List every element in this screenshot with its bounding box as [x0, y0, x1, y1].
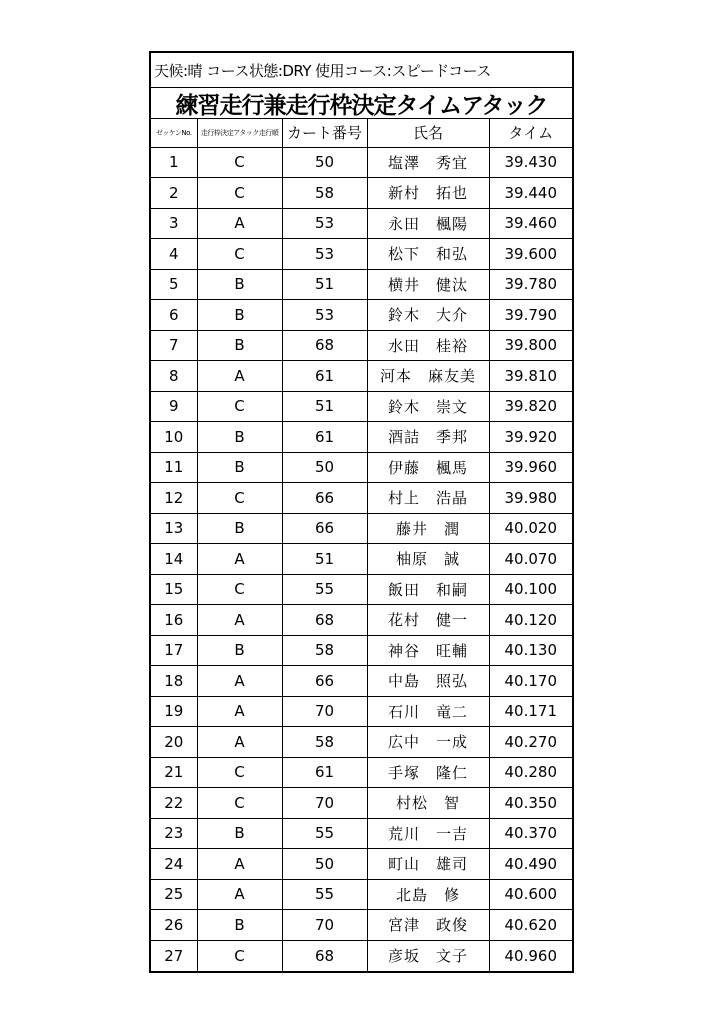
lap-time-cell: 39.810 — [489, 361, 572, 392]
bib-cell: 18 — [151, 666, 197, 697]
lap-time-cell: 40.020 — [489, 513, 572, 544]
table-row — [151, 422, 572, 453]
bib-cell: 13 — [151, 513, 197, 544]
driver-name-cell: 花村 健一 — [367, 605, 489, 636]
slot-cell: A — [197, 849, 282, 880]
bib-cell: 7 — [151, 330, 197, 361]
driver-name-cell: 新村 拓也 — [367, 178, 489, 209]
lap-time-cell: 40.280 — [489, 757, 572, 788]
table-row — [151, 452, 572, 483]
lap-time-cell: 40.130 — [489, 635, 572, 666]
kart-number-cell: 68 — [282, 940, 367, 971]
slot-cell: C — [197, 574, 282, 605]
kart-number-cell: 68 — [282, 605, 367, 636]
column-header-name: 氏名 — [367, 119, 489, 147]
table-row — [151, 574, 572, 605]
kart-number-cell: 51 — [282, 391, 367, 422]
kart-number-cell: 53 — [282, 300, 367, 331]
lap-time-cell: 39.780 — [489, 269, 572, 300]
kart-number-cell: 58 — [282, 635, 367, 666]
lap-time-cell: 39.800 — [489, 330, 572, 361]
lap-time-cell: 40.620 — [489, 910, 572, 941]
table-row — [151, 666, 572, 697]
table-row — [151, 239, 572, 270]
driver-name-cell: 藤井 潤 — [367, 513, 489, 544]
bib-cell: 1 — [151, 147, 197, 178]
kart-number-cell: 53 — [282, 208, 367, 239]
kart-number-cell: 70 — [282, 788, 367, 819]
driver-name-cell: 荒川 一吉 — [367, 818, 489, 849]
kart-number-cell: 70 — [282, 696, 367, 727]
slot-cell: C — [197, 788, 282, 819]
lap-time-cell: 39.440 — [489, 178, 572, 209]
bib-cell: 15 — [151, 574, 197, 605]
table-row — [151, 849, 572, 880]
slot-cell: C — [197, 147, 282, 178]
lap-time-cell: 39.430 — [489, 147, 572, 178]
lap-time-cell: 40.600 — [489, 879, 572, 910]
lap-time-cell: 39.920 — [489, 422, 572, 453]
driver-name-cell: 塩澤 秀宜 — [367, 147, 489, 178]
kart-number-cell: 66 — [282, 483, 367, 514]
bib-cell: 23 — [151, 818, 197, 849]
driver-name-cell: 北島 修 — [367, 879, 489, 910]
table-row — [151, 757, 572, 788]
kart-number-cell: 70 — [282, 910, 367, 941]
kart-number-cell: 66 — [282, 513, 367, 544]
slot-cell: B — [197, 635, 282, 666]
slot-cell: A — [197, 208, 282, 239]
slot-cell: B — [197, 330, 282, 361]
table-row — [151, 605, 572, 636]
driver-name-cell: 村上 浩晶 — [367, 483, 489, 514]
table-row — [151, 361, 572, 392]
lap-time-cell: 40.170 — [489, 666, 572, 697]
slot-cell: B — [197, 818, 282, 849]
lap-time-cell: 40.100 — [489, 574, 572, 605]
driver-name-cell: 彦坂 文子 — [367, 940, 489, 971]
table-row — [151, 879, 572, 910]
driver-name-cell: 飯田 和嗣 — [367, 574, 489, 605]
slot-cell: A — [197, 544, 282, 575]
slot-cell: C — [197, 940, 282, 971]
kart-number-cell: 51 — [282, 269, 367, 300]
slot-cell: B — [197, 452, 282, 483]
bib-cell: 5 — [151, 269, 197, 300]
driver-name-cell: 松下 和弘 — [367, 239, 489, 270]
bib-cell: 27 — [151, 940, 197, 971]
bib-cell: 21 — [151, 757, 197, 788]
driver-name-cell: 中島 照弘 — [367, 666, 489, 697]
lap-time-cell: 40.171 — [489, 696, 572, 727]
kart-number-cell: 61 — [282, 422, 367, 453]
results-sheet — [149, 51, 574, 973]
page-title: 練習走行兼走行枠決定タイムアタック — [151, 88, 572, 119]
driver-name-cell: 酒詰 季邦 — [367, 422, 489, 453]
kart-number-cell: 50 — [282, 147, 367, 178]
slot-cell: C — [197, 391, 282, 422]
kart-number-cell: 53 — [282, 239, 367, 270]
driver-name-cell: 伊藤 楓馬 — [367, 452, 489, 483]
kart-number-cell: 55 — [282, 879, 367, 910]
lap-time-cell: 40.120 — [489, 605, 572, 636]
slot-cell: C — [197, 178, 282, 209]
driver-name-cell: 柚原 誠 — [367, 544, 489, 575]
table-row — [151, 727, 572, 758]
lap-time-cell: 40.960 — [489, 940, 572, 971]
table-row — [151, 910, 572, 941]
kart-number-cell: 58 — [282, 727, 367, 758]
lap-time-cell: 39.790 — [489, 300, 572, 331]
table-row — [151, 940, 572, 971]
bib-cell: 20 — [151, 727, 197, 758]
bib-cell: 22 — [151, 788, 197, 819]
bib-cell: 9 — [151, 391, 197, 422]
kart-number-cell: 61 — [282, 757, 367, 788]
column-header-bib: ゼッケンNo. — [151, 119, 197, 147]
slot-cell: C — [197, 239, 282, 270]
bib-cell: 8 — [151, 361, 197, 392]
driver-name-cell: 町山 雄司 — [367, 849, 489, 880]
lap-time-cell: 39.600 — [489, 239, 572, 270]
lap-time-cell: 40.270 — [489, 727, 572, 758]
driver-name-cell: 永田 楓陽 — [367, 208, 489, 239]
lap-time-cell: 39.820 — [489, 391, 572, 422]
bib-cell: 26 — [151, 910, 197, 941]
table-row — [151, 269, 572, 300]
table-row — [151, 483, 572, 514]
slot-cell: A — [197, 696, 282, 727]
driver-name-cell: 水田 桂裕 — [367, 330, 489, 361]
bib-cell: 10 — [151, 422, 197, 453]
table-header-row — [151, 119, 572, 147]
slot-cell: B — [197, 269, 282, 300]
kart-number-cell: 55 — [282, 574, 367, 605]
driver-name-cell: 鈴木 大介 — [367, 300, 489, 331]
lap-time-cell: 39.960 — [489, 452, 572, 483]
lap-time-cell: 40.350 — [489, 788, 572, 819]
driver-name-cell: 横井 健汰 — [367, 269, 489, 300]
kart-number-cell: 50 — [282, 849, 367, 880]
bib-cell: 19 — [151, 696, 197, 727]
table-row — [151, 513, 572, 544]
lap-time-cell: 40.490 — [489, 849, 572, 880]
kart-number-cell: 51 — [282, 544, 367, 575]
table-row — [151, 635, 572, 666]
driver-name-cell: 村松 智 — [367, 788, 489, 819]
table-row — [151, 696, 572, 727]
slot-cell: B — [197, 422, 282, 453]
driver-name-cell: 鈴木 崇文 — [367, 391, 489, 422]
slot-cell: B — [197, 513, 282, 544]
bib-cell: 12 — [151, 483, 197, 514]
kart-number-cell: 66 — [282, 666, 367, 697]
driver-name-cell: 神谷 旺輔 — [367, 635, 489, 666]
table-row — [151, 544, 572, 575]
table-row — [151, 818, 572, 849]
table-row — [151, 208, 572, 239]
bib-cell: 2 — [151, 178, 197, 209]
bib-cell: 3 — [151, 208, 197, 239]
kart-number-cell: 50 — [282, 452, 367, 483]
table-row — [151, 300, 572, 331]
slot-cell: B — [197, 910, 282, 941]
bib-cell: 17 — [151, 635, 197, 666]
bib-cell: 25 — [151, 879, 197, 910]
driver-name-cell: 宮津 政俊 — [367, 910, 489, 941]
column-header-slot: 走行枠決定アタック走行順 — [197, 119, 282, 147]
course-used-label: 使用コース:スピードコース — [315, 61, 491, 80]
slot-cell: A — [197, 727, 282, 758]
driver-name-cell: 河本 麻友美 — [367, 361, 489, 392]
kart-number-cell: 55 — [282, 818, 367, 849]
slot-cell: A — [197, 361, 282, 392]
bib-cell: 24 — [151, 849, 197, 880]
column-header-time: タイム — [489, 119, 572, 147]
slot-cell: C — [197, 483, 282, 514]
conditions-row — [151, 53, 572, 88]
weather-label: 天候:晴 — [154, 61, 203, 80]
slot-cell: A — [197, 605, 282, 636]
bib-cell: 11 — [151, 452, 197, 483]
slot-cell: B — [197, 300, 282, 331]
table-row — [151, 147, 572, 178]
slot-cell: C — [197, 757, 282, 788]
driver-name-cell: 手塚 隆仁 — [367, 757, 489, 788]
kart-number-cell: 61 — [282, 361, 367, 392]
results-table — [151, 119, 572, 971]
bib-cell: 6 — [151, 300, 197, 331]
table-row — [151, 788, 572, 819]
lap-time-cell: 40.370 — [489, 818, 572, 849]
lap-time-cell: 40.070 — [489, 544, 572, 575]
kart-number-cell: 58 — [282, 178, 367, 209]
bib-cell: 16 — [151, 605, 197, 636]
lap-time-cell: 39.460 — [489, 208, 572, 239]
course-state-label: コース状態:DRY — [206, 61, 312, 80]
driver-name-cell: 広中 一成 — [367, 727, 489, 758]
slot-cell: A — [197, 879, 282, 910]
driver-name-cell: 石川 竜二 — [367, 696, 489, 727]
table-row — [151, 391, 572, 422]
bib-cell: 4 — [151, 239, 197, 270]
table-row — [151, 178, 572, 209]
column-header-kart: カート番号 — [282, 119, 367, 147]
bib-cell: 14 — [151, 544, 197, 575]
table-row — [151, 330, 572, 361]
slot-cell: A — [197, 666, 282, 697]
lap-time-cell: 39.980 — [489, 483, 572, 514]
kart-number-cell: 68 — [282, 330, 367, 361]
